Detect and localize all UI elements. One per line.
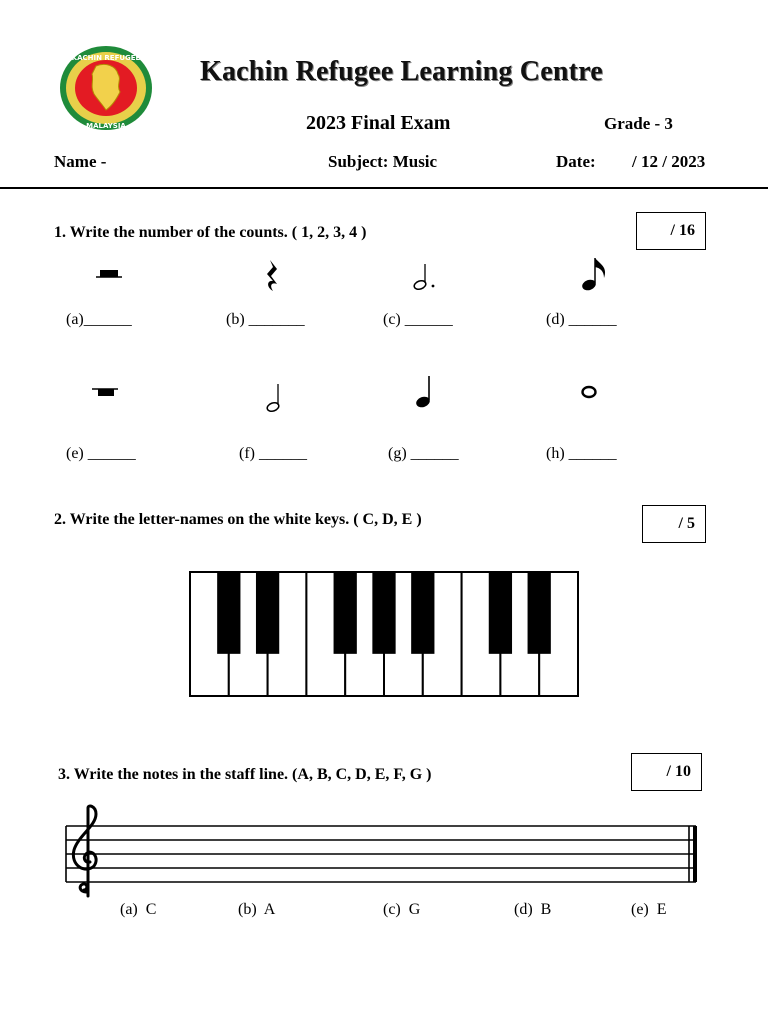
svg-text:MALAYSIA: MALAYSIA bbox=[86, 122, 126, 130]
half-rest-icon bbox=[96, 264, 124, 286]
q3-item-c[interactable]: (c) G bbox=[383, 901, 421, 918]
whole-rest-icon bbox=[92, 384, 120, 404]
q2-score-box[interactable] bbox=[642, 505, 706, 543]
q1-score: / 16 bbox=[670, 222, 695, 239]
date-value: / 12 / 2023 bbox=[632, 152, 706, 171]
subject-label: Subject: Music bbox=[328, 152, 438, 171]
piano-keyboard bbox=[189, 571, 579, 702]
exam-title: 2023 Final Exam bbox=[306, 112, 451, 134]
name-label: Name - bbox=[54, 152, 107, 171]
q1-label-h[interactable]: (h) ______ bbox=[546, 445, 617, 462]
eighth-note-icon bbox=[580, 254, 610, 294]
q3-item-d[interactable]: (d) B bbox=[514, 901, 552, 918]
q3-item-b[interactable]: (b) A bbox=[238, 901, 276, 918]
q1-label-c[interactable]: (c) ______ bbox=[383, 311, 453, 328]
q1-label-f[interactable]: (f) ______ bbox=[239, 445, 307, 462]
svg-text:KACHIN REFUGEE: KACHIN REFUGEE bbox=[71, 54, 141, 62]
quarter-rest-icon bbox=[262, 258, 284, 294]
q3-item-a[interactable]: (a) C bbox=[120, 901, 157, 918]
header-divider bbox=[0, 187, 768, 189]
question-2: 2. Write the letter-names on the white keys. ( C, D, E ) bbox=[54, 511, 422, 528]
q1-label-a[interactable]: (a)______ bbox=[66, 311, 132, 328]
date-label: Date: bbox=[556, 152, 596, 171]
school-name: Kachin Refugee Learning Centre bbox=[200, 56, 603, 87]
piano-keyboard-svg bbox=[189, 571, 579, 697]
black-key bbox=[372, 572, 395, 654]
music-staff bbox=[52, 800, 704, 905]
q1-label-e[interactable]: (e) ______ bbox=[66, 445, 136, 462]
black-key bbox=[411, 572, 434, 654]
black-key bbox=[489, 572, 512, 654]
black-key bbox=[256, 572, 279, 654]
q3-score: / 10 bbox=[666, 763, 691, 780]
question-1: 1. Write the number of the counts. ( 1, 2, 3, 4 ) bbox=[54, 224, 367, 241]
q1-label-g[interactable]: (g) ______ bbox=[388, 445, 459, 462]
grade-label: Grade - 3 bbox=[604, 114, 673, 133]
quarter-note-icon bbox=[414, 374, 438, 410]
whole-note-icon bbox=[580, 384, 600, 400]
school-logo bbox=[58, 44, 154, 132]
q2-score: / 5 bbox=[678, 515, 695, 532]
q1-score-box[interactable] bbox=[636, 212, 706, 250]
q1-label-d[interactable]: (d) ______ bbox=[546, 311, 617, 328]
black-key bbox=[217, 572, 240, 654]
question-3: 3. Write the notes in the staff line. (A, B, C, D, E, F, G ) bbox=[58, 766, 432, 783]
q3-score-box[interactable] bbox=[631, 753, 702, 791]
dotted-half-note-icon bbox=[412, 262, 442, 292]
black-key bbox=[528, 572, 551, 654]
q3-item-e[interactable]: (e) E bbox=[631, 901, 667, 918]
black-key bbox=[334, 572, 357, 654]
half-note-icon bbox=[264, 382, 288, 414]
q1-label-b[interactable]: (b) _______ bbox=[226, 311, 305, 328]
